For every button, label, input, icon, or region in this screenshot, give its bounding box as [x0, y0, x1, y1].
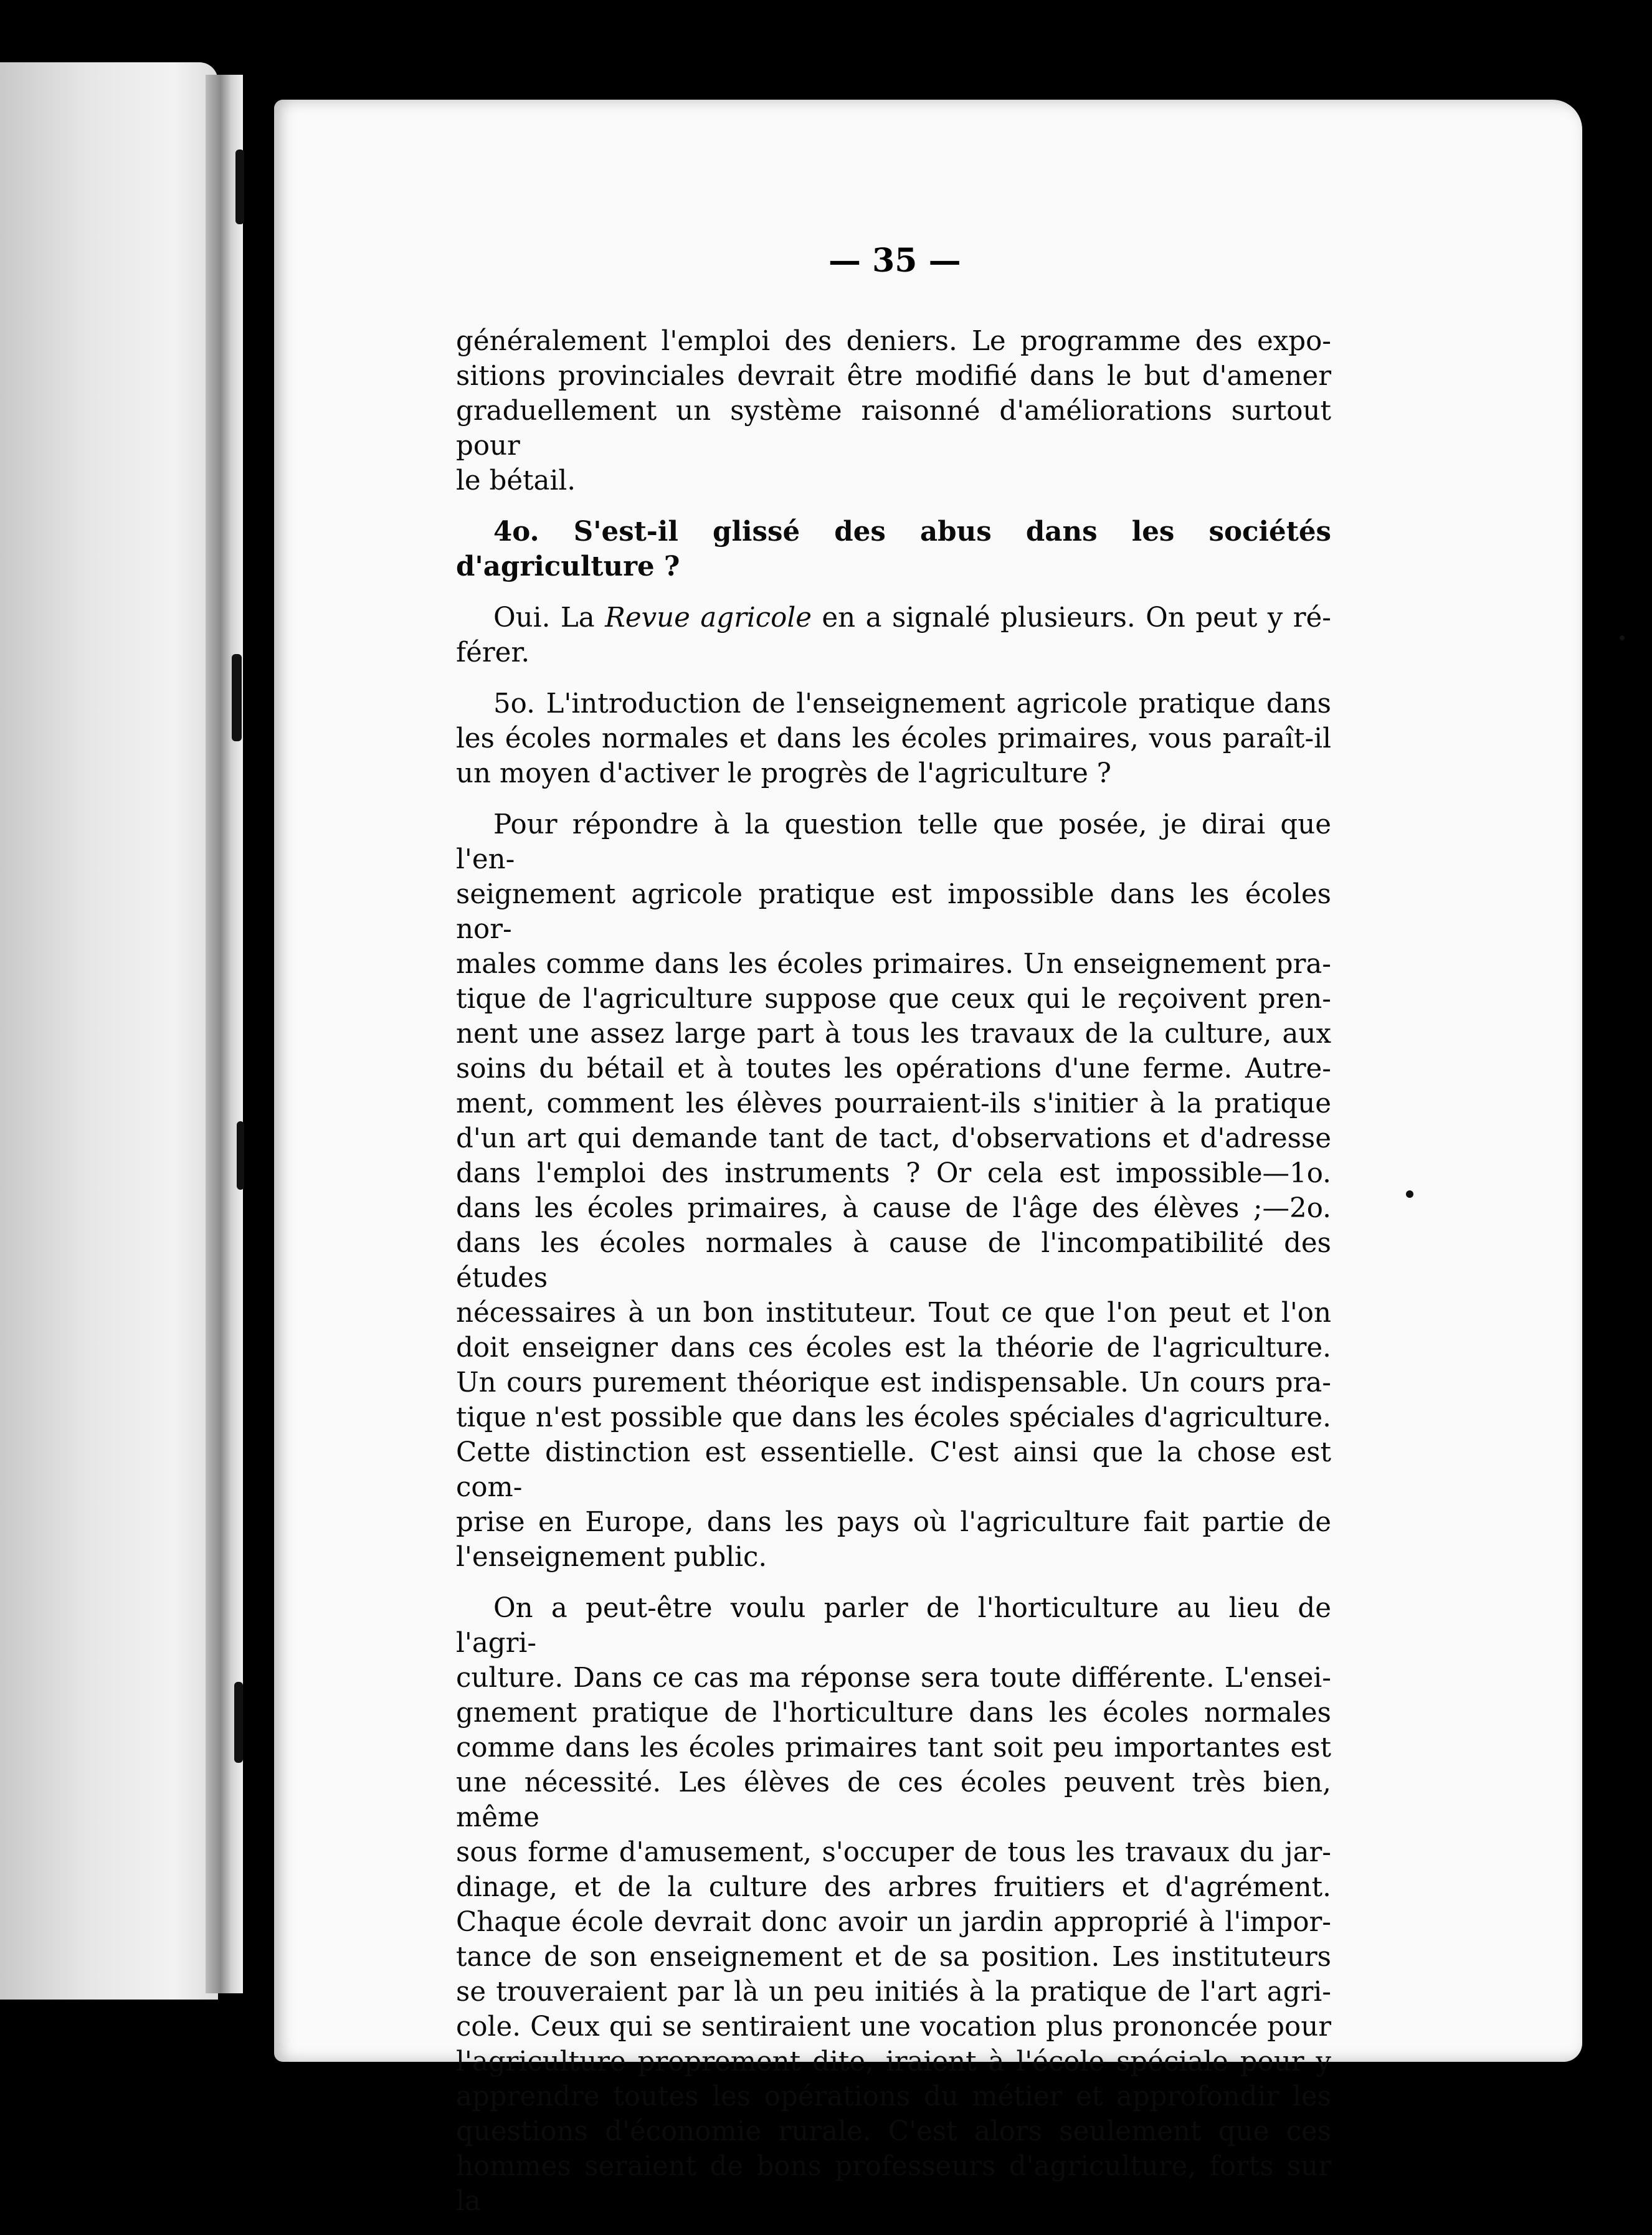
text-line: soins du bétail et à toutes les opérations d'une ferme. Autre-	[456, 1053, 1331, 1084]
paragraph	[456, 1591, 1331, 2219]
text-line: dans l'emploi des instruments ? Or cela est impossible—1o.	[456, 1158, 1331, 1189]
text-line: sous forme d'amusement, s'occuper de tous les travaux du jar-	[456, 1837, 1331, 1868]
text-line: tique de l'agriculture suppose que ceux qui le reçoivent pren-	[456, 984, 1331, 1015]
answer-4	[456, 600, 1331, 670]
text-line: l'agriculture proprement dite, iraient à l'école spéciale pour y	[456, 2046, 1331, 2077]
text-line: Cette distinction est essentielle. C'est ainsi que la chose est com-	[456, 1437, 1331, 1503]
text-line: dinage, et de la culture des arbres fruitiers et d'agrément.	[456, 1872, 1331, 1903]
text-line: prise en Europe, dans les pays où l'agriculture fait partie de	[456, 1507, 1331, 1538]
text-line: cole. Ceux qui se sentiraient une vocation plus prononcée pour	[456, 2011, 1331, 2043]
text-line: 5o. L'introduction de l'enseignement agricole pratique dans	[493, 688, 1331, 719]
text-line: généralement l'emploi des deniers. Le programme des expo-	[456, 326, 1331, 357]
text-line: Pour répondre à la question telle que posée, je dirai que l'en-	[456, 809, 1331, 875]
gutter-ink-mark	[232, 654, 242, 741]
question-5	[456, 686, 1331, 791]
ink-speck	[1406, 1190, 1413, 1198]
text-line: dans les écoles primaires, à cause de l'âge des élèves ;—2o.	[456, 1193, 1331, 1224]
paragraph	[456, 324, 1331, 498]
ink-speck	[1620, 635, 1625, 640]
text-line: doit enseigner dans ces écoles est la théorie de l'agriculture.	[456, 1332, 1331, 1364]
text-line: les écoles normales et dans les écoles primaires, vous paraît-il	[456, 723, 1331, 754]
text-line: l'enseignement public.	[456, 1542, 767, 1573]
text-line: se trouveraient par là un peu initiés à la pratique de l'art agri-	[456, 1976, 1331, 2008]
text-line: seignement agricole pratique est impossible dans les écoles nor-	[456, 879, 1331, 945]
text-line: le bétail.	[456, 465, 576, 496]
text-line: questions d'économie rurale. C'est alors seulement que ces	[456, 2116, 1331, 2147]
text-line: males comme dans les écoles primaires. Un enseignement pra-	[456, 949, 1331, 980]
text-line: tique n'est possible que dans les écoles spéciales d'agriculture.	[456, 1402, 1331, 1433]
journal-title: Revue agricole	[605, 602, 812, 633]
text-line: On a peut-être voulu parler de l'horticulture au lieu de l'agri-	[456, 1593, 1331, 1659]
text-line: sitions provinciales devrait être modifié dans le but d'amener	[456, 361, 1331, 392]
facing-page	[0, 62, 218, 2000]
gutter-ink-mark	[237, 1121, 244, 1190]
text-line: un moyen d'activer le progrès de l'agriculture ?	[456, 758, 1111, 789]
page-number: — 35 —	[828, 242, 961, 280]
text-line: culture. Dans ce cas ma réponse sera toute différente. L'ensei-	[456, 1663, 1331, 1694]
answer-5	[456, 807, 1331, 1575]
text-line: ment, comment les élèves pourraient-ils s'initier à la pratique	[456, 1088, 1331, 1119]
text-line: une nécessité. Les élèves de ces écoles peuvent très bien, même	[456, 1767, 1331, 1833]
gutter-ink-mark	[235, 149, 244, 224]
text-line: hommes seraient de bons professeurs d'agriculture, forts sur la	[456, 2151, 1331, 2217]
question-4	[456, 515, 1331, 584]
text-line: 4o. S'est-il glissé des abus dans les sociétés d'agriculture ?	[456, 516, 1331, 582]
page-text	[456, 324, 1331, 2235]
text-line: apprendre toutes les opérations du métier et approfondir les	[456, 2081, 1331, 2112]
text-line: tance de son enseignement et de sa position. Les instituteurs	[456, 1942, 1331, 1973]
text-line: gnement pratique de l'horticulture dans les écoles normales	[456, 1697, 1331, 1729]
text-line: dans les écoles normales à cause de l'incompatibilité des études	[456, 1228, 1331, 1294]
text-line: nécessaires à un bon instituteur. Tout ce que l'on peut et l'on	[456, 1298, 1331, 1329]
text-line: d'un art qui demande tant de tact, d'observations et d'adresse	[456, 1123, 1331, 1154]
text-line: comme dans les écoles primaires tant soit peu importantes est	[456, 1732, 1331, 1763]
text-line: nent une assez large part à tous les travaux de la culture, aux	[456, 1018, 1331, 1050]
gutter-ink-mark	[234, 1682, 243, 1763]
text-line: férer.	[456, 637, 530, 668]
text-line: graduellement un système raisonné d'améliorations surtout pour	[456, 396, 1331, 462]
text-line: Oui. La Revue agricole en a signalé plusieurs. On peut y ré-	[493, 602, 1331, 633]
text-line: Un cours purement théorique est indispensable. Un cours pra-	[456, 1367, 1331, 1398]
text-line: Chaque école devrait donc avoir un jardin approprié à l'impor-	[456, 1907, 1331, 1938]
